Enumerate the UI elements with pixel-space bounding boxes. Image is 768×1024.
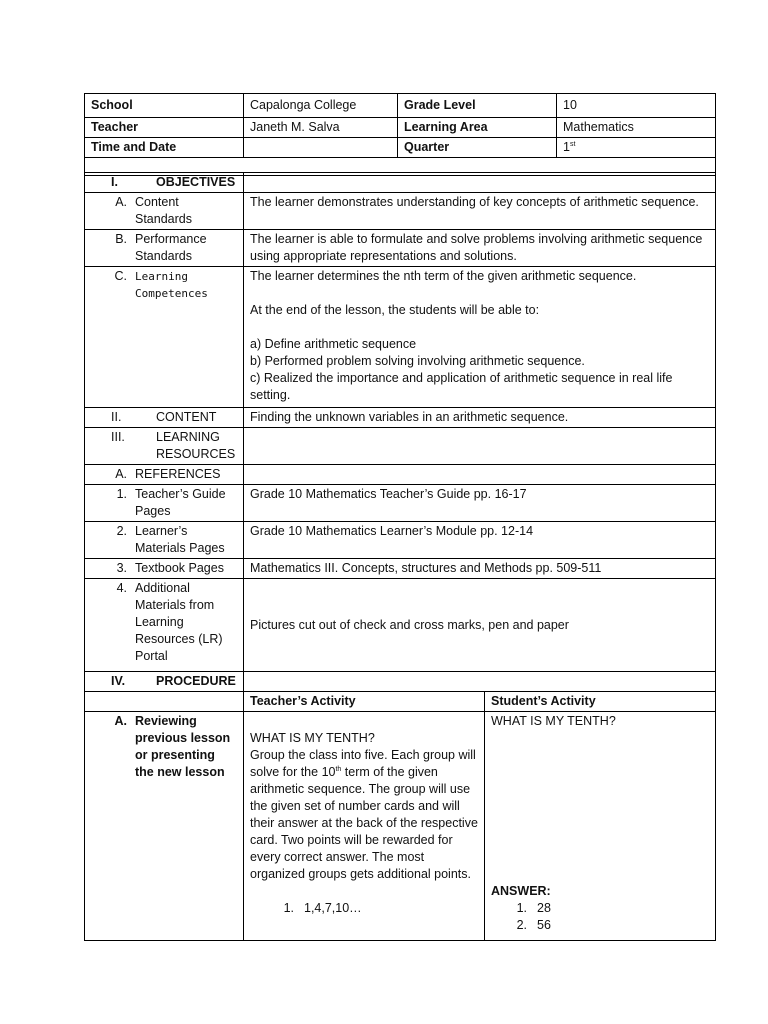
school-label: School — [85, 94, 244, 118]
learning-competences-label: C. Learning Competences — [85, 267, 244, 408]
teacher-activity-title: WHAT IS MY TENTH? — [250, 731, 375, 745]
performance-standards-label: B. Performance Standards — [85, 230, 244, 267]
reviewing-lesson-label: A. Reviewing previous lesson or presenting the new lesson — [85, 712, 244, 941]
learners-materials-text: Grade 10 Mathematics Learner’s Module pp. 12-14 — [244, 522, 716, 559]
student-activity-title: WHAT IS MY TENTH? — [491, 714, 616, 728]
learners-materials-label: 2. Learner’s Materials Pages — [85, 522, 244, 559]
student-activity-heading: Student’s Activity — [485, 692, 716, 712]
grade-value: 10 — [557, 94, 716, 118]
quarter-label: Quarter — [398, 138, 557, 158]
objectives-heading: I. OBJECTIVES — [85, 173, 244, 193]
answer-label: ANSWER: — [491, 884, 551, 898]
teacher-activity-heading: Teacher’s Activity — [244, 692, 485, 712]
time-label: Time and Date — [85, 138, 244, 158]
content-heading: II. CONTENT — [85, 408, 244, 428]
teacher-value: Janeth M. Salva — [244, 118, 398, 138]
procedure-heading: IV. PROCEDURE — [85, 672, 244, 692]
student-activity-cell — [485, 712, 716, 941]
header-table — [84, 93, 716, 176]
area-label: Learning Area — [398, 118, 557, 138]
teacher-activity-body: Group the class into five. Each group will solve for the 10th term of the given arithmetic sequence. The group will use the given set of number cards and will their answer at the back of the respective card. Two points will be rewarded for every correct answer. The most organized groups gets additional points. — [250, 748, 478, 881]
content-text: Finding the unknown variables in an arithmetic sequence. — [244, 408, 716, 428]
additional-materials-label: 4. Additional Materials from Learning Resources (LR) Portal — [85, 579, 244, 672]
performance-standards-text: The learner is able to formulate and solve problems involving arithmetic sequence using appropriate representations and solutions. — [244, 230, 716, 267]
content-standards-label: A. Content Standards — [85, 193, 244, 230]
teachers-guide-text: Grade 10 Mathematics Teacher’s Guide pp. 16-17 — [244, 485, 716, 522]
list-item: 2. 56 — [516, 918, 551, 932]
area-value: Mathematics — [557, 118, 716, 138]
list-item: 1. 28 — [516, 901, 551, 915]
teacher-activity-cell — [244, 712, 485, 941]
teachers-guide-label: 1. Teacher’s Guide Pages — [85, 485, 244, 522]
teacher-label: Teacher — [85, 118, 244, 138]
list-item: 1. 1,4,7,10… — [283, 901, 362, 915]
content-standards-text: The learner demonstrates understanding of key concepts of arithmetic sequence. — [244, 193, 716, 230]
references-heading: A. REFERENCES — [85, 465, 244, 485]
lesson-table — [84, 172, 716, 941]
textbook-pages-label: 3. Textbook Pages — [85, 559, 244, 579]
learning-competences-text: The learner determines the nth term of the given arithmetic sequence. At the end of the lesson, the students will be able to: a) Define arithmetic sequence b) Performed problem solving involving arithmetic sequence. c) Realized the importance and application of arithmetic sequence in real life setting. — [244, 267, 716, 408]
textbook-pages-text: Mathematics III. Concepts, structures and Methods pp. 509-511 — [244, 559, 716, 579]
school-value: Capalonga College — [244, 94, 398, 118]
additional-materials-text: Pictures cut out of check and cross marks, pen and paper — [244, 579, 716, 672]
quarter-value: 1st — [557, 138, 716, 158]
learning-resources-heading: III. LEARNING RESOURCES — [85, 428, 244, 465]
grade-label: Grade Level — [398, 94, 557, 118]
time-value — [244, 138, 398, 158]
